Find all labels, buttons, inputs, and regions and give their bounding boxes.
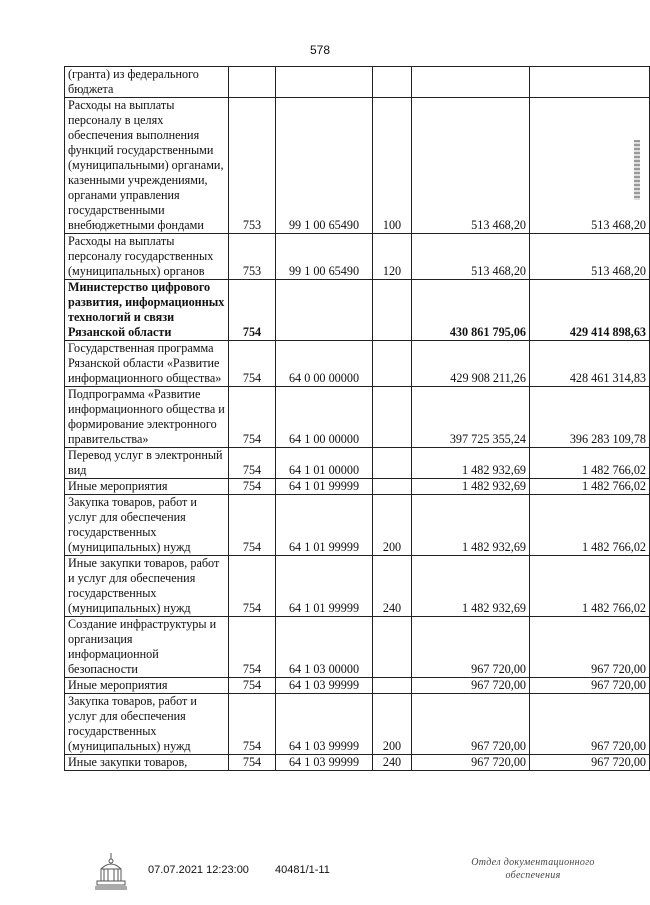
row-amount-1: 513 468,20: [412, 234, 530, 280]
row-amount-2: 1 482 766,02: [530, 479, 650, 495]
row-name: Государственная программа Рязанской области «Развитие информационного общества»: [65, 341, 229, 387]
footer-date: 07.07.2021 12:23:00: [148, 864, 249, 876]
footer-department-line2: обеспечения: [505, 870, 561, 881]
row-grbs-code: 754: [229, 617, 276, 678]
row-expense-type: [373, 387, 412, 448]
page-number: 578: [309, 43, 331, 57]
row-amount-2: 1 482 766,02: [530, 556, 650, 617]
row-expense-type: [373, 67, 412, 98]
row-target-article: 64 0 00 00000: [276, 341, 373, 387]
footer-reg-number: 40481/1-11: [275, 864, 330, 876]
row-target-article: 64 1 01 99999: [276, 495, 373, 556]
row-target-article: 99 1 00 65490: [276, 234, 373, 280]
row-expense-type: [373, 341, 412, 387]
row-target-article: 64 1 01 99999: [276, 479, 373, 495]
row-amount-1: 967 720,00: [412, 755, 530, 771]
row-expense-type: [373, 479, 412, 495]
row-name: Расходы на выплаты персоналу государственных (муниципальных) органов: [65, 234, 229, 280]
row-grbs-code: 754: [229, 387, 276, 448]
row-amount-2: 428 461 314,83: [530, 341, 650, 387]
row-amount-1: 430 861 795,06: [412, 280, 530, 341]
row-expense-type: 200: [373, 495, 412, 556]
row-target-article: 64 1 00 00000: [276, 387, 373, 448]
row-name: Расходы на выплаты персоналу в целях обеспечения выполнения функций государственными (муниципальными) органами, казенными учреждениями, органами управления государственными внебюджетными фондами: [65, 98, 229, 234]
row-amount-1: 967 720,00: [412, 678, 530, 694]
row-amount-1: 1 482 932,69: [412, 479, 530, 495]
table-row: [65, 280, 650, 341]
row-target-article: 64 1 01 00000: [276, 448, 373, 479]
row-name: Иные закупки товаров, работ и услуг для обеспечения государственных (муниципальных) нужд: [65, 556, 229, 617]
table-row: [65, 694, 650, 755]
table-row: [65, 234, 650, 280]
row-target-article: 64 1 03 99999: [276, 694, 373, 755]
row-amount-1: 967 720,00: [412, 617, 530, 678]
table-row: [65, 67, 650, 98]
row-grbs-code: 754: [229, 341, 276, 387]
row-name: Создание инфраструктуры и организация информационной безопасности: [65, 617, 229, 678]
table-row: [65, 678, 650, 694]
footer-department: [448, 856, 618, 882]
row-target-article: 64 1 03 99999: [276, 678, 373, 694]
row-amount-1: 513 468,20: [412, 98, 530, 234]
row-name: Закупка товаров, работ и услуг для обеспечения государственных (муниципальных) нужд: [65, 495, 229, 556]
row-expense-type: [373, 448, 412, 479]
row-amount-2: 396 283 109,78: [530, 387, 650, 448]
table-row: [65, 98, 650, 234]
row-grbs-code: 754: [229, 448, 276, 479]
row-target-article: 99 1 00 65490: [276, 98, 373, 234]
row-target-article: 64 1 03 00000: [276, 617, 373, 678]
row-target-article: 64 1 03 99999: [276, 755, 373, 771]
row-name: (гранта) из федерального бюджета: [65, 67, 229, 98]
row-amount-2: 967 720,00: [530, 617, 650, 678]
budget-table: [64, 66, 650, 771]
row-expense-type: 120: [373, 234, 412, 280]
row-amount-2: 1 482 766,02: [530, 448, 650, 479]
row-name: Закупка товаров, работ и услуг для обеспечения государственных (муниципальных) нужд: [65, 694, 229, 755]
row-amount-1: 1 482 932,69: [412, 448, 530, 479]
table-row: [65, 341, 650, 387]
row-grbs-code: 754: [229, 678, 276, 694]
row-name: Иные мероприятия: [65, 479, 229, 495]
row-amount-2: 513 468,20: [530, 234, 650, 280]
row-amount-2: 1 482 766,02: [530, 495, 650, 556]
row-grbs-code: 754: [229, 556, 276, 617]
row-target-article: [276, 280, 373, 341]
row-grbs-code: [229, 67, 276, 98]
row-amount-1: 1 482 932,69: [412, 556, 530, 617]
footer-department-line1: Отдел документационного: [471, 857, 595, 868]
row-name: Министерство цифрового развития, информационных технологий и связи Рязанской области: [65, 280, 229, 341]
row-target-article: 64 1 01 99999: [276, 556, 373, 617]
row-target-article: [276, 67, 373, 98]
row-expense-type: 100: [373, 98, 412, 234]
building-seal-icon: [93, 851, 129, 891]
row-amount-1: 1 482 932,69: [412, 495, 530, 556]
budget-table-body: [65, 67, 650, 771]
row-expense-type: [373, 617, 412, 678]
row-grbs-code: 753: [229, 98, 276, 234]
table-row: [65, 556, 650, 617]
row-grbs-code: 754: [229, 495, 276, 556]
row-grbs-code: 753: [229, 234, 276, 280]
row-expense-type: 240: [373, 755, 412, 771]
row-expense-type: 200: [373, 694, 412, 755]
row-expense-type: [373, 678, 412, 694]
row-amount-2: [530, 67, 650, 98]
row-grbs-code: 754: [229, 479, 276, 495]
row-expense-type: 240: [373, 556, 412, 617]
table-row: [65, 617, 650, 678]
row-grbs-code: 754: [229, 694, 276, 755]
row-expense-type: [373, 280, 412, 341]
row-amount-2: 967 720,00: [530, 755, 650, 771]
row-amount-1: 429 908 211,26: [412, 341, 530, 387]
row-name: Перевод услуг в электронный вид: [65, 448, 229, 479]
row-amount-1: 397 725 355,24: [412, 387, 530, 448]
row-name: Иные мероприятия: [65, 678, 229, 694]
table-row: [65, 495, 650, 556]
row-amount-2: 429 414 898,63: [530, 280, 650, 341]
row-name: Иные закупки товаров,: [65, 755, 229, 771]
table-row: [65, 387, 650, 448]
row-grbs-code: 754: [229, 280, 276, 341]
row-amount-2: 967 720,00: [530, 694, 650, 755]
row-amount-1: 967 720,00: [412, 694, 530, 755]
row-amount-2: 967 720,00: [530, 678, 650, 694]
row-grbs-code: 754: [229, 755, 276, 771]
row-amount-2: 513 468,20: [530, 98, 650, 234]
table-row: [65, 479, 650, 495]
row-name: Подпрограмма «Развитие информационного общества и формирование электронного правительства»: [65, 387, 229, 448]
table-row: [65, 448, 650, 479]
row-amount-1: [412, 67, 530, 98]
table-row: [65, 755, 650, 771]
